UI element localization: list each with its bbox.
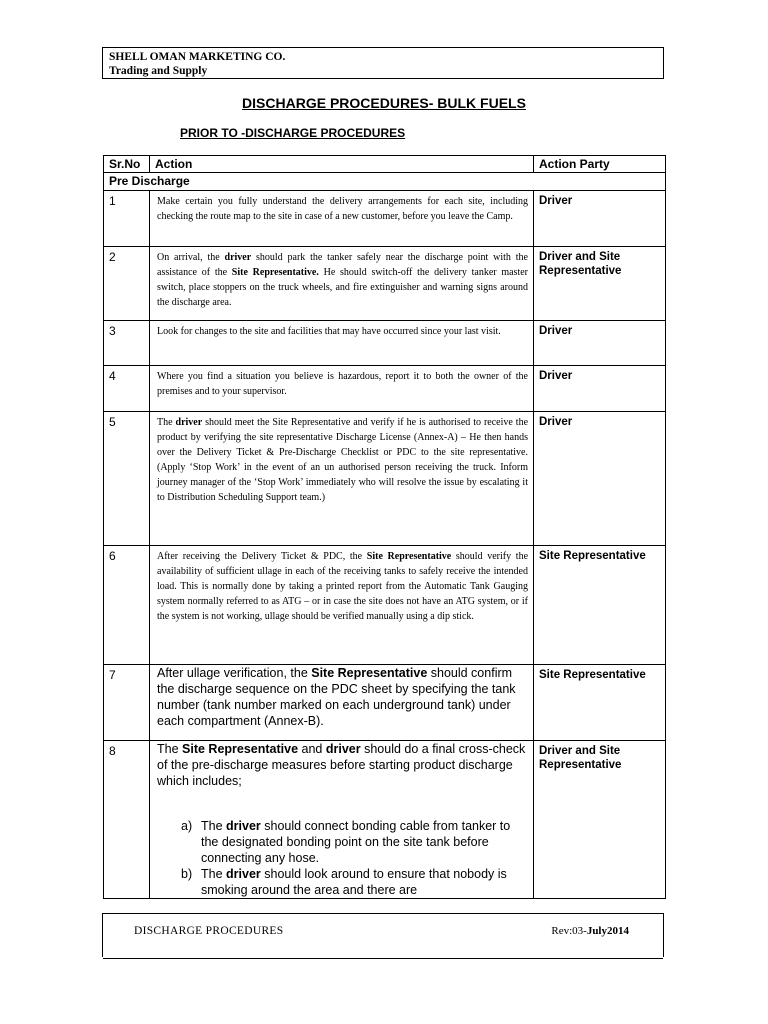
document-footer bbox=[102, 913, 664, 957]
row-number: 2 bbox=[104, 247, 150, 321]
document-header bbox=[102, 47, 664, 79]
row-number: 6 bbox=[104, 546, 150, 665]
table-row bbox=[104, 247, 666, 321]
row-number: 3 bbox=[104, 321, 150, 366]
column-header-action-party: Action Party bbox=[534, 156, 666, 173]
row-action-party: Driver and Site Representative bbox=[534, 247, 666, 321]
procedure-table bbox=[103, 155, 666, 899]
table-row bbox=[104, 321, 666, 366]
division-name: Trading and Supply bbox=[109, 65, 208, 77]
row-action-party: Site Representative bbox=[534, 546, 666, 665]
row-action-party: Driver bbox=[534, 321, 666, 366]
section-subtitle: PRIOR TO -DISCHARGE PROCEDURES bbox=[180, 126, 406, 140]
section-row bbox=[104, 173, 666, 191]
footer-divider bbox=[103, 958, 663, 959]
table-row bbox=[104, 741, 666, 899]
row-number: 1 bbox=[104, 191, 150, 247]
table-row bbox=[104, 191, 666, 247]
row-number: 5 bbox=[104, 412, 150, 546]
list-item: b) The driver should look around to ensure that nobody is smoking around the area and there are bbox=[181, 867, 507, 897]
footer-revision: Rev:03-July2014 bbox=[551, 925, 629, 937]
page-title: DISCHARGE PROCEDURES- BULK FUELS bbox=[242, 95, 526, 111]
table-row bbox=[104, 546, 666, 665]
sub-item-list bbox=[157, 818, 528, 898]
row-action: The driver should meet the Site Representative and verify if he is authorised to receive the product by verifying the site representative Discharge License (Annex-A) – He then hands over the Delivery Ticket & Pre-Discharge Checklist or PDC to the site representative. (Apply ‘Stop Work’ in the event of an un authorised person receiving the truck. Inform journey manager of the ‘Stop Work’ immediately who will resolve the issue by escalating it to Distribution Scheduling Support team.) bbox=[150, 412, 534, 546]
company-name: SHELL OMAN MARKETING CO. bbox=[109, 51, 286, 63]
row-action: Look for changes to the site and facilities that may have occurred since your last visit. bbox=[150, 321, 534, 366]
table-header-row bbox=[104, 156, 666, 173]
table-row bbox=[104, 366, 666, 412]
row-number: 8 bbox=[104, 741, 150, 899]
row-action: After receiving the Delivery Ticket & PDC, the Site Representative should verify the availability of sufficient ullage in each of the receiving tanks to safely receive the intended load. This is normally done by taking a printed report from the Automatic Tank Gauging system normally referred to as ATG – or in case the site does not have an ATG system, or if the system is not working, ullage should be verified manually using a dip stick. bbox=[150, 546, 534, 665]
row-number: 4 bbox=[104, 366, 150, 412]
column-header-srno: Sr.No bbox=[104, 156, 150, 173]
table-row bbox=[104, 412, 666, 546]
row-action: On arrival, the driver should park the tanker safely near the discharge point with the assistance of the Site Representative. He should switch-off the delivery tanker master switch, place stoppers on the truck wheels, and fire extinguisher and warning signs around the discharge area. bbox=[150, 247, 534, 321]
list-item: a) The driver should connect bonding cable from tanker to the designated bonding point on the site tank before connecting any hose. bbox=[181, 819, 511, 865]
row-action-party: Driver bbox=[534, 191, 666, 247]
row-action-party: Driver bbox=[534, 412, 666, 546]
row-action: Make certain you fully understand the delivery arrangements for each site, including checking the route map to the site in case of a new customer, before you leave the Camp. bbox=[150, 191, 534, 247]
row-action-party: Site Representative bbox=[534, 665, 666, 741]
row-action-party: Driver and Site Representative bbox=[534, 741, 666, 899]
row-action: After ullage verification, the Site Representative should confirm the discharge sequence on the PDC sheet by specifying the tank number (tank number marked on each underground tank) under each compartment (Annex-B). bbox=[150, 665, 534, 741]
column-header-action: Action bbox=[150, 156, 534, 173]
row-action-party: Driver bbox=[534, 366, 666, 412]
row-number: 7 bbox=[104, 665, 150, 741]
row-action: The Site Representative and driver should do a final cross-check of the pre-discharge measures before starting product discharge which includes; a) The driver should connect bonding cable from tanker to the designated bonding point on the site tank before connecting any hose. b) The driver should look around to ensure that nobody is smoking around the area and there are bbox=[150, 741, 534, 899]
row-action: Where you find a situation you believe is hazardous, report it to both the owner of the premises and to your supervisor. bbox=[150, 366, 534, 412]
table-row bbox=[104, 665, 666, 741]
footer-title: DISCHARGE PROCEDURES bbox=[134, 925, 284, 937]
section-label: Pre Discharge bbox=[104, 173, 666, 191]
